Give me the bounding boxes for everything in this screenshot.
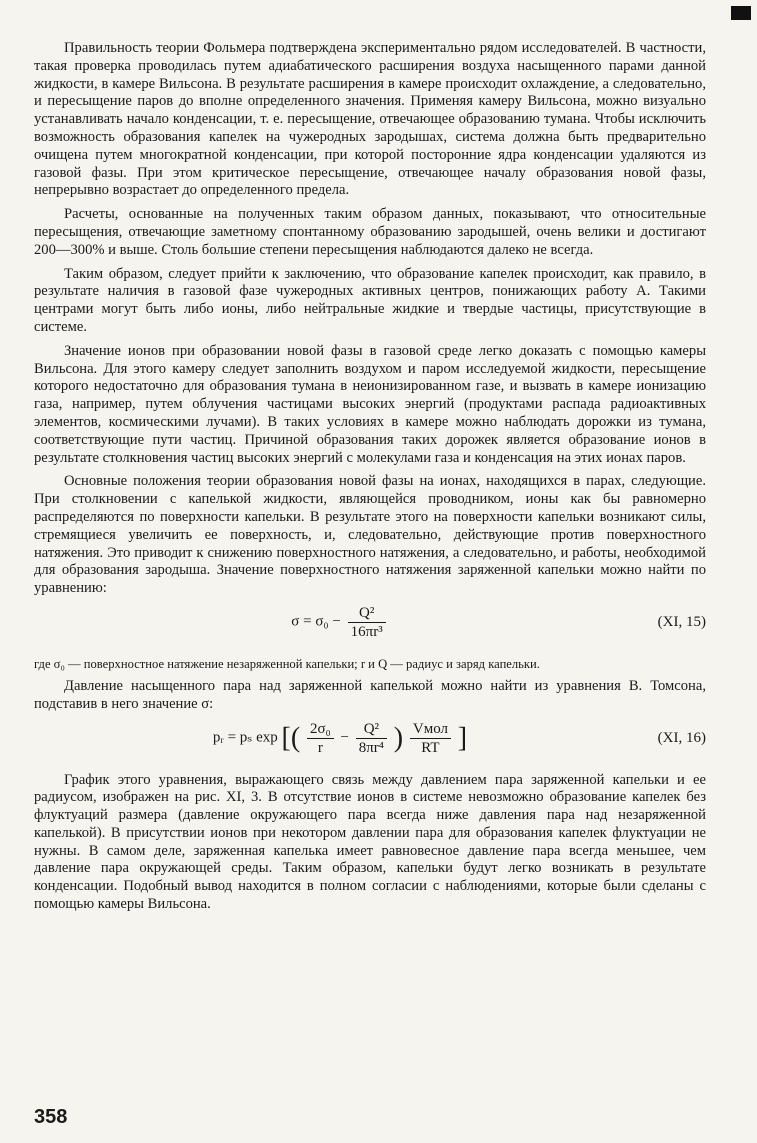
eq16-minus: − xyxy=(340,729,349,746)
eq15-fraction xyxy=(348,604,386,641)
page-number: 358 xyxy=(34,1106,68,1128)
eq16-number: (XI, 16) xyxy=(657,729,706,746)
eq16-frac3-num: Vмол xyxy=(410,720,451,739)
eq15-lhs: σ = σ₀ − xyxy=(291,613,341,630)
paragraph-3: Таким образом, следует прийти к заключению, что образование капелек происходит, как правило, в результате наличия в газовой фазе чужеродных активных центров, понижающих работу A. Такими центрами могут быть либо ионы, либо нейтральные жидкие и твердые частицы, присутствующие в системе. xyxy=(34,265,706,335)
eq16-frac1-den: r xyxy=(317,739,323,756)
equation-xi-15 xyxy=(34,604,706,648)
eq16-close: ] xyxy=(457,722,468,754)
eq16-close-paren: ) xyxy=(393,722,404,754)
paragraph-4: Значение ионов при образовании новой фазы в газовой среде легко доказать с помощью камеры Вильсона. Для этого камеру следует заполнить воздухом и паром исследуемой жидкости, пересыщение которого недостаточно для образования тумана в неионизированном газе, и вызвать в камере ионизацию газа, например, путем облучения частицами высоких энергий (продуктами распада радиоактивных элементов, космическими лучами). В таких условиях в камере можно наблюдать дорожки из тумана, соответствующие пути частиц. Причиной образования таких дорожек является образование ионов в результате столкновения частиц высоких энергий с молекулами газа и конденсация на этих ионах паров. xyxy=(34,342,706,466)
eq16-fraction-1 xyxy=(307,720,334,757)
eq15-number: (XI, 15) xyxy=(657,613,706,630)
equation-xi-16 xyxy=(34,720,706,764)
paragraph-7: Давление насыщенного пара над заряженной капелькой можно найти из уравнения В. Томсона, подставив в него значение σ: xyxy=(34,677,706,712)
eq16-fraction-3 xyxy=(410,720,451,757)
paragraph-5: Основные положения теории образования новой фазы на ионах, находящихся в парах, следующие. При столкновении с капелькой жидкости, являющейся проводником, ионы как бы равномерно распределяются по поверхности капельки. В результате этого на поверхности капельки возникают силы, стремящиеся увеличить ее поверхность, и, следовательно, действующие против поверхностного натяжения. Это приводит к снижению поверхностного натяжения, а следовательно, и работы, необходимой для образования зародыша. Значение поверхностного натяжения заряженной капельки можно найти по уравнению: xyxy=(34,473,706,597)
eq16-frac1-num: 2σ₀ xyxy=(307,720,334,739)
eq16-frac2-num: Q² xyxy=(356,720,387,739)
eq15-numerator: Q² xyxy=(348,604,386,623)
equation-xi-16-expression xyxy=(34,720,646,757)
eq16-open: [( xyxy=(281,722,301,754)
paragraph-6: где σ₀ — поверхностное натяжение незаряженной капельки; r и Q — радиус и заряд капельки. xyxy=(34,656,540,671)
paragraph-1: Правильность теории Фольмера подтверждена экспериментально рядом исследователей. В частности, такая проверка проводилась путем адиабатического расширения воздуха насыщенного парами данной жидкости, в камере Вильсона. В результате расширения в камере происходит охлаждение, а следовательно, и пересыщение паров до вполне определенного значения. Применяя камеру Вильсона, можно визуально устанавливать начало конденсации, т. е. пересыщение, отвечающее образованию тумана. Чтобы исключить возможность образования капелек на чужеродных зародышах, система должна быть предварительно очищена путем многократной конденсации, при которой посторонние ядра конденсации удаляются из газовой фазы. При этом критическое пересыщение, отвечающее началу образования новой фазы, непрерывно возрастает до определенного предела. xyxy=(34,40,706,199)
corner-mark xyxy=(731,6,751,20)
paragraph-2: Расчеты, основанные на полученных таким образом данных, показывают, что относительные пересыщения, отвечающие заметному спонтанному образованию зародышей, очень велики и достигают 200—300% и выше. Столь большие степени пересыщения наблюдаются далеко не всегда. xyxy=(34,206,706,258)
eq16-frac2-den: 8πr⁴ xyxy=(358,739,385,756)
eq16-fraction-2 xyxy=(356,720,387,757)
paragraph-8: График этого уравнения, выражающего связь между давлением пара заряженной капельки и ее радиусом, изображен на рис. XI, 3. В отсутствие ионов в системе невозможно образование капелек без флуктуаций размера (давление окружающего пара всегда ниже давления пара над незаряженной капелькой). В присутствии ионов при некотором давлении пара для образования капелек флуктуации не нужны. В самом деле, заряженная капелька имеет равновесное давление пара всегда меньшее, чем давление пара окружающей среды. Таким образом, капельки будут легко возникать в результате конденсации. Подобный вывод находится в полном согласии с наблюдениями, которые были сделаны с помощью камеры Вильсона. xyxy=(34,771,706,913)
eq16-frac3-den: RT xyxy=(421,739,440,756)
eq15-denominator: 16πr³ xyxy=(350,623,383,640)
eq16-lhs: pᵣ = pₛ exp xyxy=(212,729,278,746)
page-body xyxy=(34,40,706,920)
equation-xi-15-expression xyxy=(34,604,646,641)
